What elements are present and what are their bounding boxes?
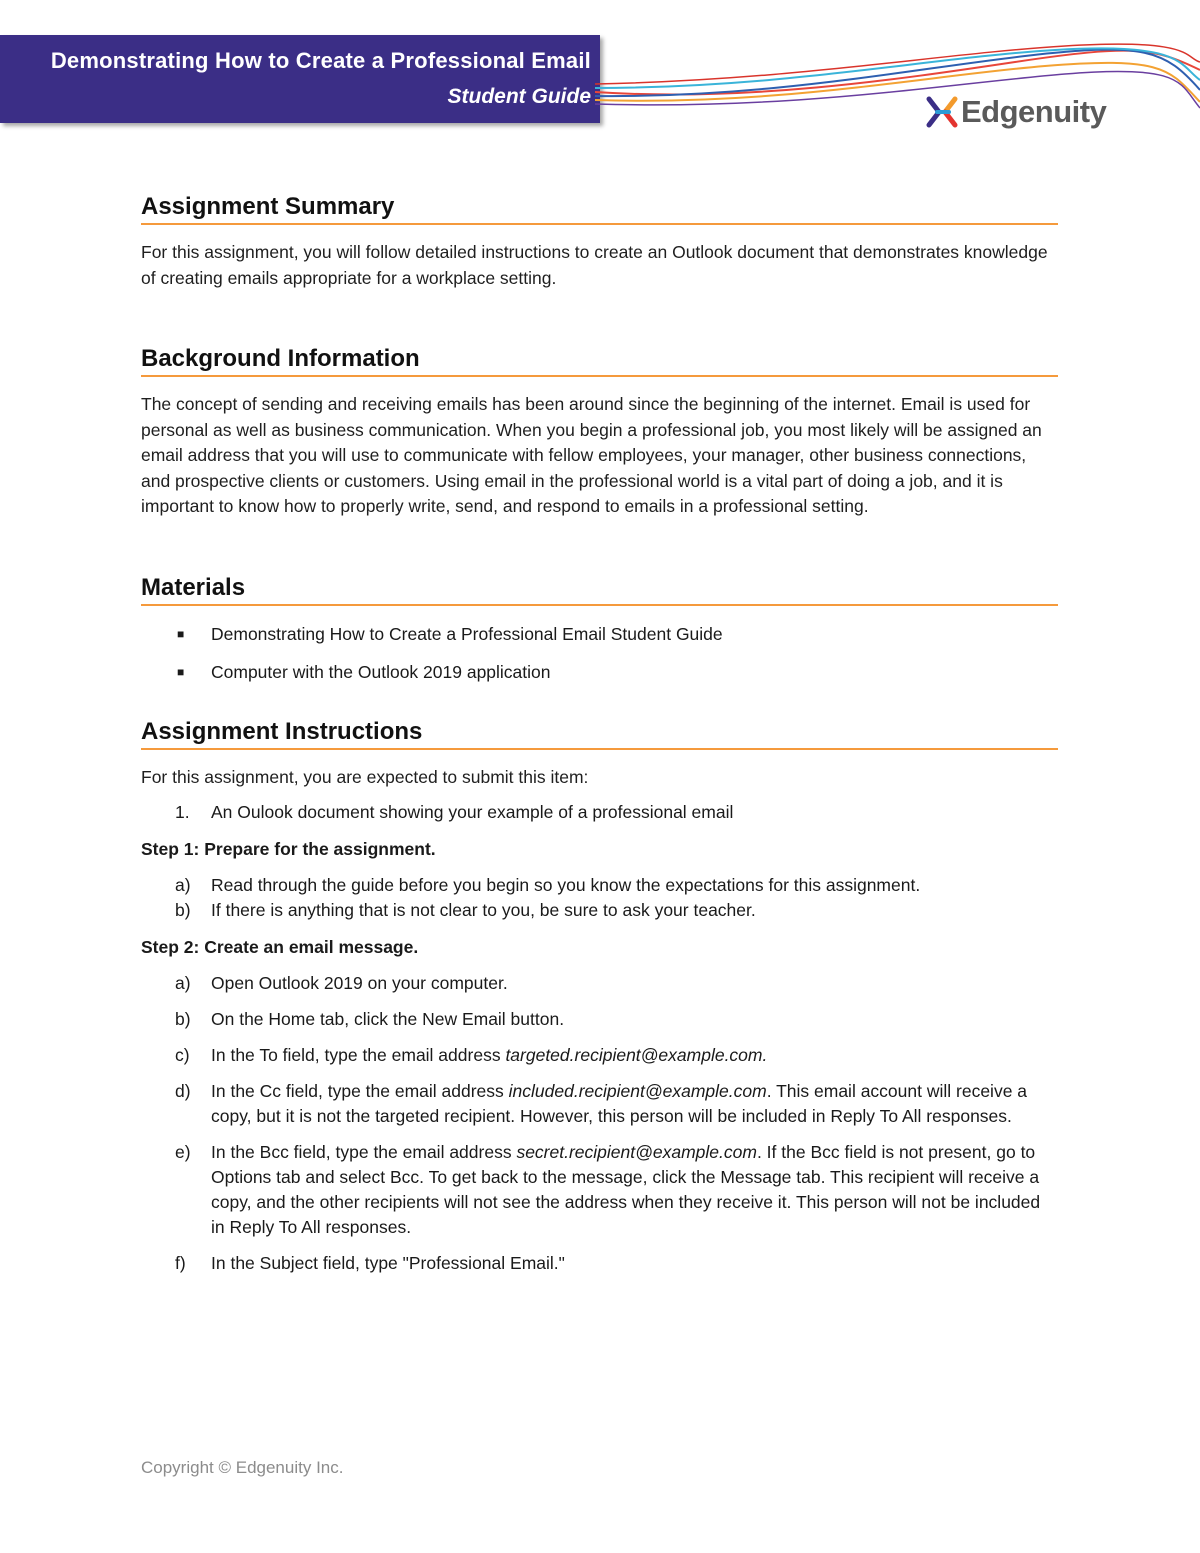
edgenuity-x-icon (925, 95, 959, 129)
header-band (0, 35, 600, 123)
item-marker: a) (175, 875, 191, 895)
bullet-icon: ■ (177, 626, 185, 641)
materials-heading: Materials (141, 574, 1058, 606)
list-item (141, 1251, 1058, 1276)
item-text: On the Home tab, click the New Email button. (211, 1009, 565, 1029)
instructions-heading: Assignment Instructions (141, 718, 1058, 750)
background-section (141, 345, 1058, 520)
edgenuity-logo (925, 92, 1106, 132)
material-text: Demonstrating How to Create a Professional Email Student Guide (211, 623, 723, 644)
item-text: Open Outlook 2019 on your computer. (211, 973, 508, 993)
bullet-icon: ■ (177, 664, 185, 679)
list-item (141, 1079, 1058, 1129)
step-1-title: Step 1: Prepare for the assignment. (141, 839, 436, 859)
item-text-pre: In the Bcc field, type the email address (211, 1142, 517, 1162)
item-text-pre: In the Cc field, type the email address (211, 1081, 509, 1101)
item-marker: b) (175, 1009, 191, 1029)
list-item (141, 1043, 1058, 1068)
material-text: Computer with the Outlook 2019 application (211, 661, 551, 682)
assignment-summary-section (141, 193, 1058, 291)
list-item (141, 898, 1058, 923)
list-item (141, 622, 1058, 647)
email-address-targeted: targeted.recipient@example.com. (505, 1045, 768, 1065)
item-marker: c) (175, 1045, 190, 1065)
item-marker: a) (175, 973, 191, 993)
background-heading: Background Information (141, 345, 1058, 377)
email-address-bcc: secret.recipient@example.com (516, 1142, 757, 1162)
list-item (141, 971, 1058, 996)
item-text-pre: In the To field, type the email address (211, 1045, 506, 1065)
item-marker: f) (175, 1253, 186, 1273)
item-text: An Oulook document showing your example of a professional email (211, 802, 734, 822)
document-subtitle: Student Guide (447, 85, 591, 108)
item-text: Read through the guide before you begin so you know the expectations for this assignment. (211, 875, 921, 895)
assignment-summary-heading: Assignment Summary (141, 193, 1058, 225)
decorative-swoosh-lines (595, 40, 1200, 120)
item-marker: e) (175, 1142, 191, 1162)
item-text: In the Subject field, type "Professional Email." (211, 1253, 565, 1273)
list-item (141, 873, 1058, 898)
step-2-title: Step 2: Create an email message. (141, 937, 419, 957)
item-text-post: . If the Bcc field is not present, go to Options tab and select Bcc. To get back to the message, click the Message tab. This recipient will receive a copy, and the other recipients will not see the address when they receive it. This person will not be included in Reply To All responses. (211, 1142, 1041, 1237)
list-item (141, 660, 1058, 685)
list-item (141, 1007, 1058, 1032)
item-marker: d) (175, 1081, 191, 1101)
item-text: If there is anything that is not clear to you, be sure to ask your teacher. (211, 900, 756, 920)
item-marker: 1. (175, 802, 190, 822)
instructions-intro: For this assignment, you are expected to submit this item: (141, 766, 589, 787)
assignment-summary-text: For this assignment, you will follow detailed instructions to create an Outlook document that demonstrates knowledge of creating emails appropriate for a workplace setting. (141, 242, 1048, 288)
item-marker: b) (175, 900, 191, 920)
materials-list (141, 622, 1058, 685)
materials-section (141, 574, 1058, 685)
copyright-footer: Copyright © Edgenuity Inc. (141, 1458, 344, 1477)
document-title: Demonstrating How to Create a Professional Email (50, 48, 591, 73)
item-text-post: . This email account will receive a copy, but it is not the targeted recipient. However, this person will be included in Reply To All responses. (211, 1081, 1028, 1126)
instructions-section (141, 718, 1058, 1277)
document-body (141, 190, 1058, 1276)
list-item (141, 800, 1058, 825)
background-text: The concept of sending and receiving emails has been around since the beginning of the internet. Email is used for personal as well as business communication. When you begin a professional job, you most likely will be assigned an email address that you will use to communicate with fellow employees, your manager, other business connections, and prospective clients or customers. Using email in the professional world is a vital part of doing a job, and it is important to know how to properly write, send, and respond to emails in a professional setting. (141, 394, 1042, 516)
list-item (141, 1140, 1058, 1240)
brand-name: Edgenuity (961, 94, 1107, 129)
email-address-cc: included.recipient@example.com (508, 1081, 767, 1101)
